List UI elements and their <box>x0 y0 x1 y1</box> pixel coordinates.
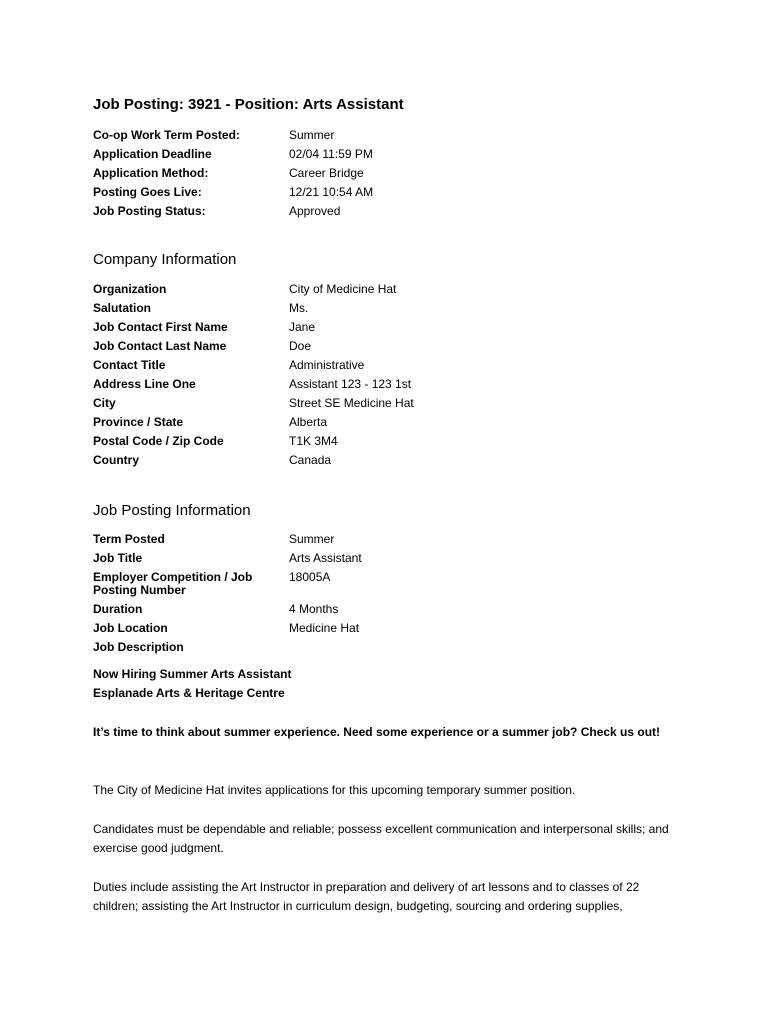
field-value: Administrative <box>289 358 365 372</box>
field-label: Job Contact First Name <box>93 320 228 334</box>
field-value: Doe <box>289 339 312 353</box>
table-row <box>93 356 693 375</box>
field-value: 12/21 10:54 AM <box>289 185 374 199</box>
field-label: Address Line One <box>93 377 196 391</box>
venue-line: Esplanade Arts & Heritage Centre <box>93 686 285 700</box>
field-label: City <box>93 396 116 410</box>
field-value: 02/04 11:59 PM <box>289 147 373 161</box>
table-row <box>93 451 693 470</box>
table-row <box>93 568 693 600</box>
table-row <box>93 337 693 356</box>
table-row <box>93 318 693 337</box>
table-row <box>93 530 693 549</box>
field-value <box>289 641 693 654</box>
job-posting-information-heading: Job Posting Information <box>93 502 251 519</box>
job-posting-information-table <box>93 530 693 657</box>
field-label: Job Title <box>93 551 143 565</box>
field-value: 18005A <box>289 570 331 584</box>
description-paragraph: Duties include assisting the Art Instructor in preparation and delivery of art lessons and to classes of 22 children; assisting the Art Instructor in curriculum design, budgeting, sourcing and ordering supplies, <box>93 880 640 913</box>
field-value: T1K 3M4 <box>289 434 338 448</box>
table-row <box>93 202 693 221</box>
field-value: Summer <box>289 532 335 546</box>
field-value: Arts Assistant <box>289 551 362 565</box>
field-label: Job Description <box>93 640 184 654</box>
table-row <box>93 619 693 638</box>
field-label: Posting Goes Live: <box>93 185 202 199</box>
field-label: Province / State <box>93 415 184 429</box>
field-value: Approved <box>289 204 341 218</box>
field-label: Co-op Work Term Posted: <box>93 128 240 142</box>
field-value: Jane <box>289 320 316 334</box>
intro-paragraph: It’s time to think about summer experience. Need some experience or a summer job? Check us out! <box>93 725 661 739</box>
company-information-heading: Company Information <box>93 251 237 268</box>
hiring-line: Now Hiring Summer Arts Assistant <box>93 667 292 681</box>
field-value: Ms. <box>289 301 309 315</box>
field-value: 4 Months <box>289 602 339 616</box>
description-paragraph: The City of Medicine Hat invites applications for this upcoming temporary summer position. <box>93 783 576 797</box>
table-row <box>93 375 693 394</box>
table-row <box>93 280 693 299</box>
field-value: Canada <box>289 453 332 467</box>
field-label: Application Method: <box>93 166 209 180</box>
field-label: Country <box>93 453 139 467</box>
field-label: Job Location <box>93 621 168 635</box>
table-row <box>93 549 693 568</box>
table-row <box>93 413 693 432</box>
field-label: Contact Title <box>93 358 166 372</box>
field-label: Salutation <box>93 301 152 315</box>
field-value: Medicine Hat <box>289 621 360 635</box>
field-value: Career Bridge <box>289 166 364 180</box>
table-row <box>93 164 693 183</box>
field-value: Summer <box>289 128 335 142</box>
field-value: Assistant 123 - 123 1st <box>289 377 412 391</box>
table-row <box>93 299 693 318</box>
table-row <box>93 183 693 202</box>
field-label: Job Contact Last Name <box>93 339 227 353</box>
field-value: Alberta <box>289 415 328 429</box>
field-label: Postal Code / Zip Code <box>93 434 224 448</box>
table-row <box>93 600 693 619</box>
field-label: Employer Competition / Job Posting Number <box>93 570 253 597</box>
table-row <box>93 394 693 413</box>
field-label: Duration <box>93 602 143 616</box>
field-label: Job Posting Status: <box>93 204 206 218</box>
table-row <box>93 638 693 657</box>
field-value: Street SE Medicine Hat <box>289 396 414 410</box>
table-row <box>93 126 693 145</box>
table-row <box>93 145 693 164</box>
field-label: Organization <box>93 282 167 296</box>
posting-summary-table <box>93 126 693 221</box>
field-label: Application Deadline <box>93 147 212 161</box>
field-value: City of Medicine Hat <box>289 282 397 296</box>
table-row <box>93 432 693 451</box>
field-label: Term Posted <box>93 532 165 546</box>
page-title: Job Posting: 3921 - Position: Arts Assistant <box>93 96 404 113</box>
company-information-table <box>93 280 693 470</box>
description-paragraph: Candidates must be dependable and reliable; possess excellent communication and interpersonal skills; and exercise good judgment. <box>93 822 669 855</box>
